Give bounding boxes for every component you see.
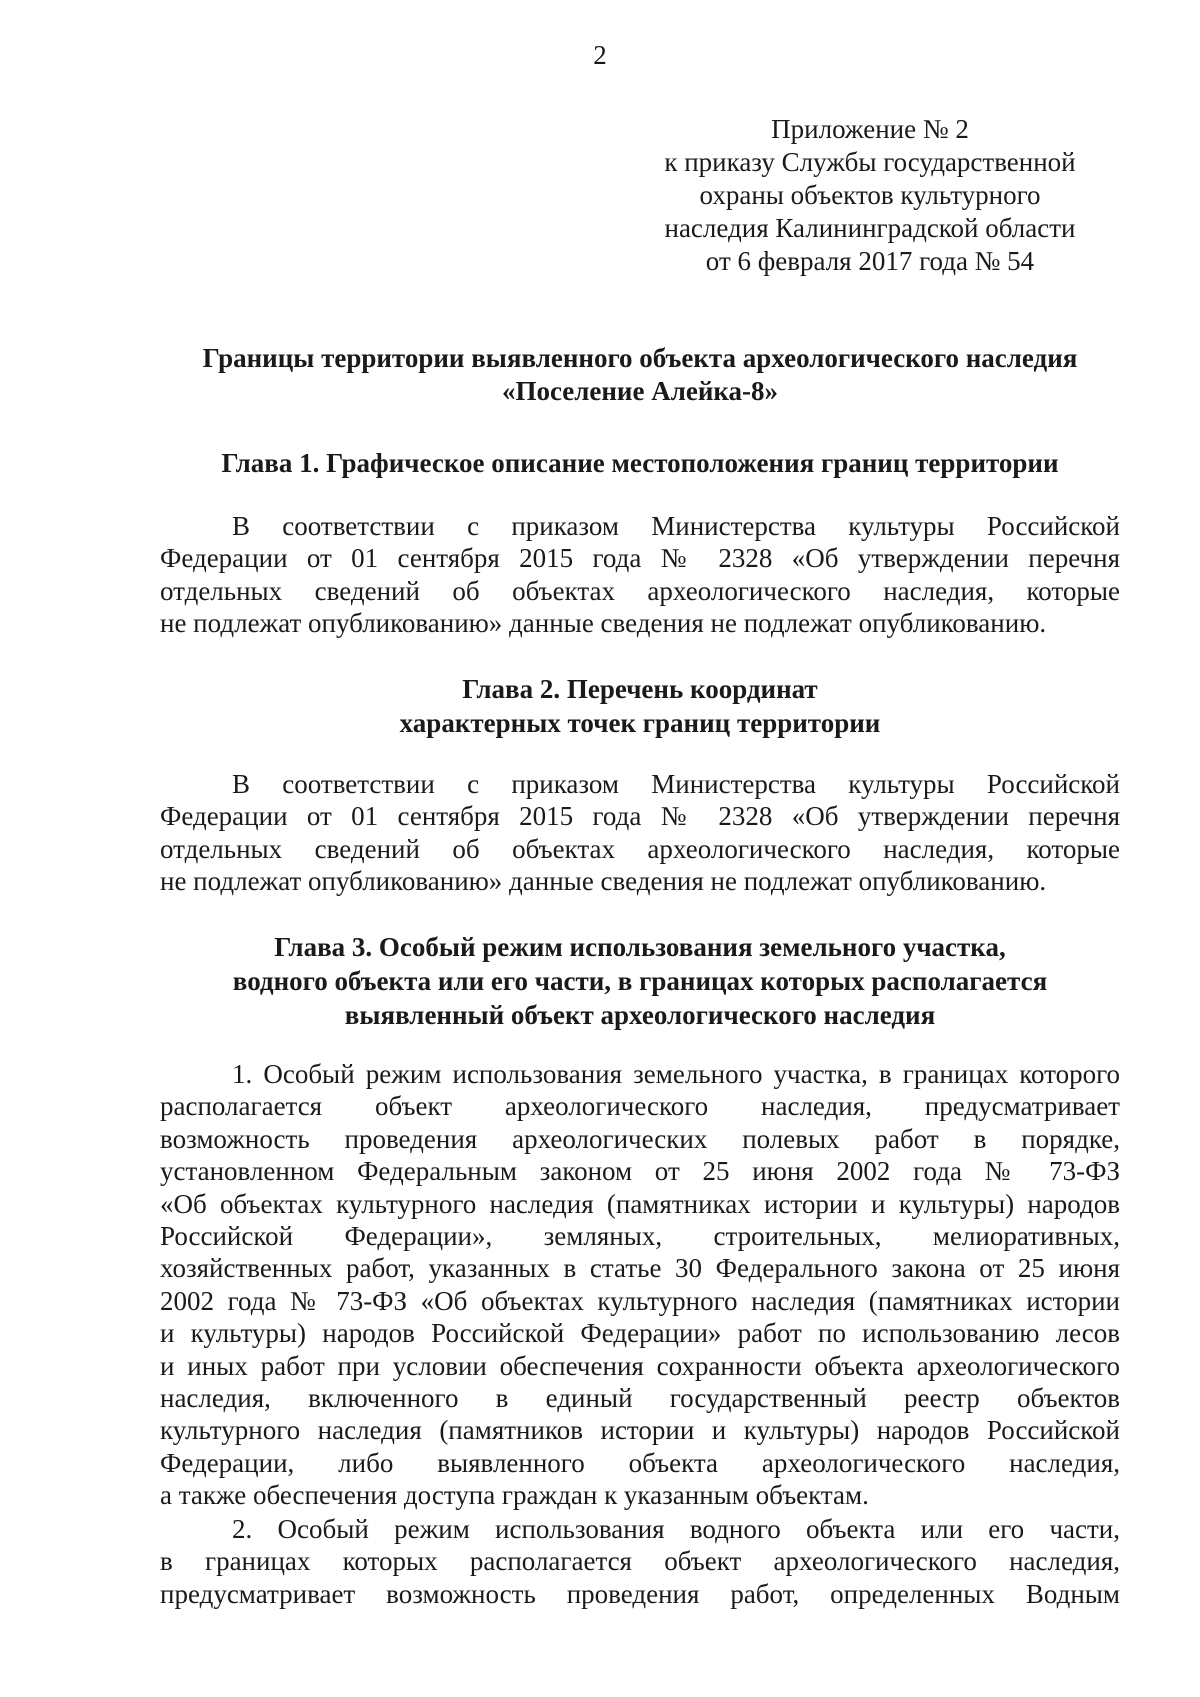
document-title bbox=[160, 342, 1120, 408]
text-line: возможность проведения археологических полевых работ в порядке, bbox=[160, 1123, 1120, 1154]
text-line: наследия, включенного в единый государственный реестр объектов bbox=[160, 1383, 1120, 1414]
text-line: 2. Особый режим использования водного объекта или его части, bbox=[232, 1514, 1120, 1544]
text-line: 1. Особый режим использования земельного участка, в границах которого bbox=[232, 1059, 1120, 1089]
chapter2-heading-line: Глава 2. Перечень координат bbox=[462, 674, 818, 704]
chapter2-heading-line: характерных точек границ территории bbox=[399, 708, 881, 738]
appendix-line: охраны объектов культурного bbox=[699, 180, 1041, 210]
text-line: Федерации от 01 сентября 2015 года № 2328 «Об утверждении перечня bbox=[160, 543, 1120, 574]
text-line: Российской Федерации», земляных, строительных, мелиоративных, bbox=[160, 1221, 1120, 1252]
text-line: отдельных сведений об объектах археологического наследия, которые bbox=[160, 833, 1120, 864]
appendix-line: наследия Калининградской области bbox=[664, 213, 1076, 243]
chapter2-heading bbox=[160, 672, 1120, 740]
text-line: 2002 года № 73-ФЗ «Об объектах культурного наследия (памятниках истории bbox=[160, 1285, 1120, 1316]
text-line: предусматривает возможность проведения работ, определенных Водным bbox=[160, 1578, 1120, 1609]
appendix-line: Приложение № 2 bbox=[771, 114, 969, 144]
chapter2-paragraph bbox=[160, 768, 1120, 898]
text-line: не подлежат опубликованию» данные сведения не подлежат опубликованию. bbox=[160, 608, 1047, 639]
appendix-header bbox=[600, 113, 1140, 278]
appendix-line: от 6 февраля 2017 года № 54 bbox=[705, 246, 1035, 276]
chapter3-paragraph-2 bbox=[160, 1513, 1120, 1610]
chapter3-heading bbox=[160, 930, 1120, 1032]
text-line: В соответствии с приказом Министерства культуры Российской bbox=[232, 769, 1120, 799]
text-line: В соответствии с приказом Министерства культуры Российской bbox=[232, 511, 1120, 541]
chapter3-heading-line: Глава 3. Особый режим использования земельного участка, bbox=[274, 932, 1006, 962]
text-line: отдельных сведений об объектах археологического наследия, которые bbox=[160, 575, 1120, 606]
text-line: «Об объектах культурного наследия (памятниках истории и культуры) народов bbox=[160, 1188, 1120, 1219]
chapter3-paragraph-1 bbox=[160, 1058, 1120, 1512]
text-line: и культуры) народов Российской Федерации» работ по использованию лесов bbox=[160, 1318, 1120, 1349]
chapter1-paragraph bbox=[160, 510, 1120, 640]
chapter1-heading bbox=[160, 446, 1120, 480]
text-line: хозяйственных работ, указанных в статье 30 Федерального закона от 25 июня bbox=[160, 1253, 1120, 1284]
chapter3-heading-line: водного объекта или его части, в границах которых располагается bbox=[232, 966, 1048, 996]
text-line: не подлежат опубликованию» данные сведения не подлежат опубликованию. bbox=[160, 866, 1047, 897]
chapter3-heading-line: выявленный объект археологического наследия bbox=[344, 1000, 936, 1030]
text-line: а также обеспечения доступа граждан к указанным объектам. bbox=[160, 1480, 869, 1511]
text-line: располагается объект археологического наследия, предусматривает bbox=[160, 1091, 1120, 1122]
text-line: в границах которых располагается объект археологического наследия, bbox=[160, 1546, 1120, 1577]
page-number: 2 bbox=[593, 40, 607, 70]
text-line: Федерации от 01 сентября 2015 года № 2328 «Об утверждении перечня bbox=[160, 801, 1120, 832]
title-line: Границы территории выявленного объекта археологического наследия bbox=[202, 343, 1078, 373]
chapter1-heading-line: Глава 1. Графическое описание местоположения границ территории bbox=[221, 448, 1059, 478]
appendix-line: к приказу Службы государственной bbox=[664, 147, 1076, 177]
text-line: Федерации, либо выявленного объекта археологического наследия, bbox=[160, 1447, 1120, 1478]
text-line: культурного наследия (памятников истории и культуры) народов Российской bbox=[160, 1415, 1120, 1446]
title-line: «Поселение Алейка-8» bbox=[501, 376, 779, 406]
text-line: и иных работ при условии обеспечения сохранности объекта археологического bbox=[160, 1350, 1120, 1381]
text-line: установленном Федеральным законом от 25 июня 2002 года № 73-ФЗ bbox=[160, 1156, 1120, 1187]
